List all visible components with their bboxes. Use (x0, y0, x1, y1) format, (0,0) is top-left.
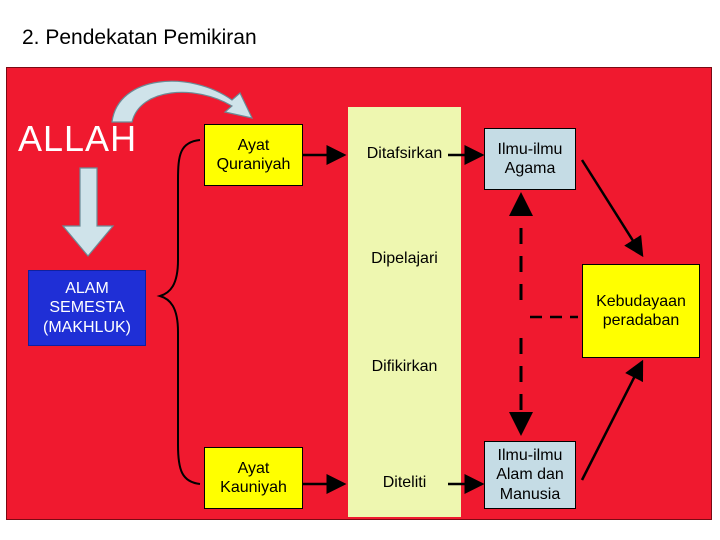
ilmu-alam-box (484, 441, 576, 509)
ayat-quraniyah-label: Ayat Quraniyah (216, 136, 291, 173)
curved-arrow (112, 81, 252, 122)
kebudayaan-label: Kebudayaan peradaban (596, 292, 686, 329)
ilmu-agama-label: Ilmu-ilmu Agama (497, 140, 563, 177)
allah-label: ALLAH (18, 118, 138, 159)
diteliti-label: Diteliti (382, 474, 427, 491)
alam-semesta-label: ALAM SEMESTA (MAKHLUK) (42, 280, 131, 336)
ditafsirkan-label: Ditafsirkan (366, 145, 443, 162)
kebudayaan-box (582, 264, 700, 358)
alam-semesta-box (28, 270, 146, 346)
ilmu-agama-box (484, 128, 576, 190)
curly-brace (160, 140, 200, 484)
ayat-kauniyah-box (204, 447, 303, 509)
ayat-kauniyah-label: Ayat Kauniyah (220, 459, 287, 496)
arrow-agama-kebudayaan (582, 160, 642, 255)
arrow-alam-kebudayaan (582, 362, 642, 480)
down-arrow (63, 168, 113, 256)
ilmu-alam-label: Ilmu-ilmu Alam dan Manusia (496, 447, 564, 503)
difikirkan-label: Difikirkan (371, 358, 438, 375)
dipelajari-label: Dipelajari (371, 250, 438, 267)
page-title: 2. Pendekatan Pemikiran (22, 26, 257, 49)
ayat-quraniyah-box (204, 124, 303, 186)
